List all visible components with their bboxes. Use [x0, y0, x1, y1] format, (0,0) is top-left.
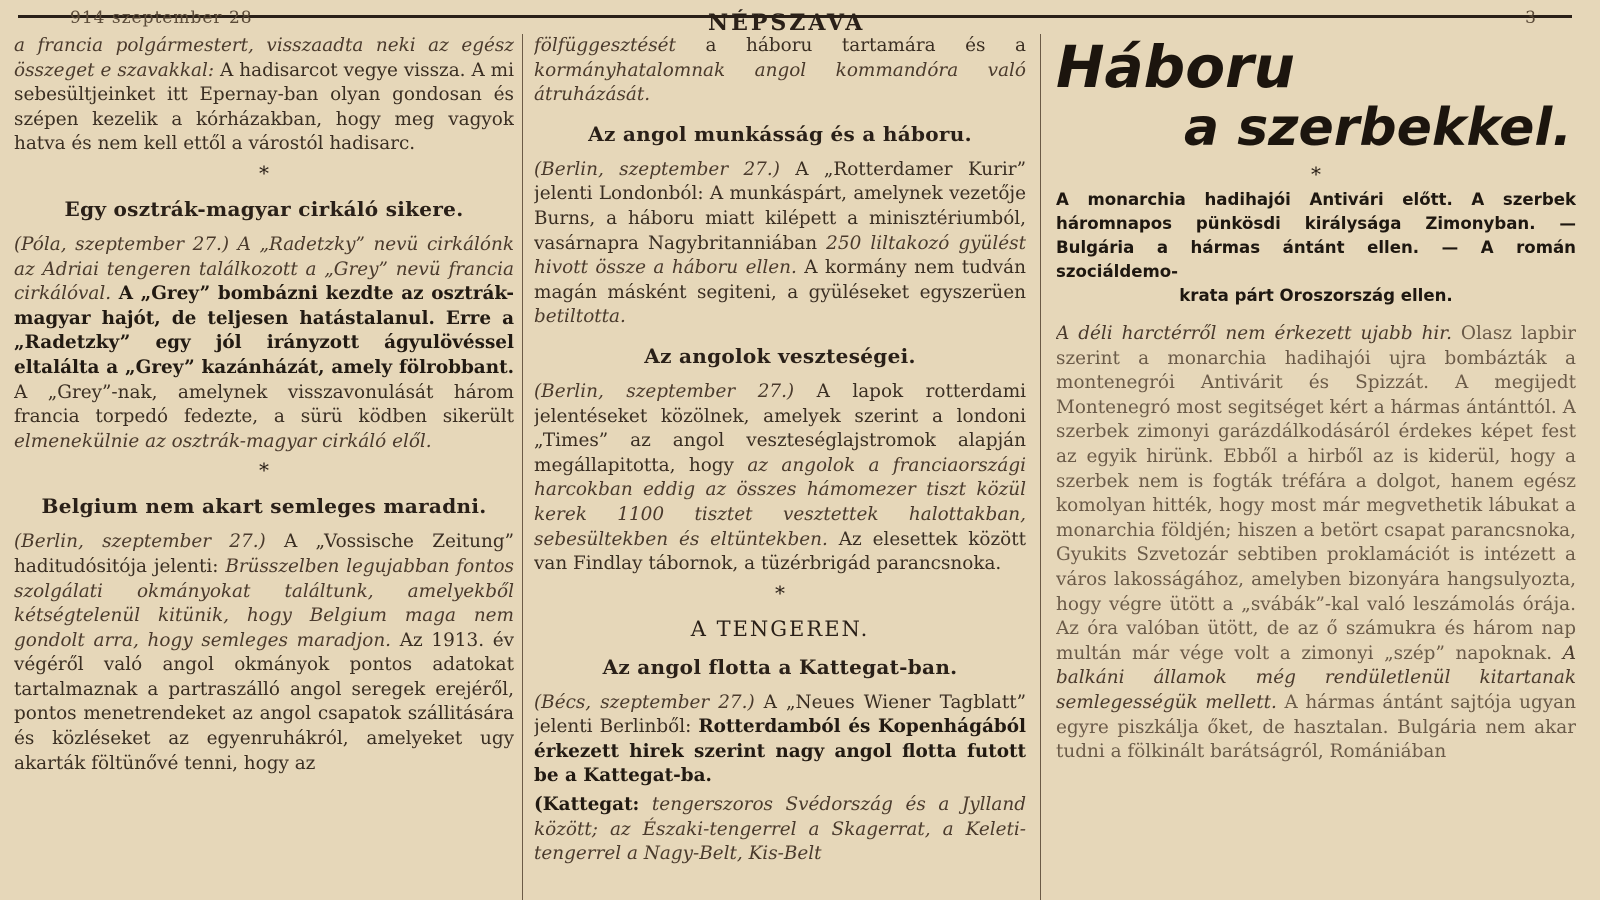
main-headline-line2: a szerbekkel.: [1184, 98, 1572, 158]
body-text: A kormány nem tudván magán másként segiteni, a gyüléseket egyszerüen: [534, 257, 1026, 303]
column-divider-1: [522, 34, 523, 900]
column-left: [14, 34, 514, 900]
body-text: A „Rotterdamer Kurir” jelenti Londonból: A munkáspárt, amelynek vezetője Burns, a háboru miatt kilépett a minisztériumból, vasárnapra Nagybritanniában: [534, 158, 1026, 254]
dateline: (Berlin, szeptember 27.): [534, 380, 795, 402]
body-text: A hármas ántánt sajtója ugyan egyre piszkálja őket, de hasztalan. Bulgária nem akar tudni a fölkinált barátságról, Romániában: [1056, 691, 1576, 763]
article-continuation-paragraph: [14, 34, 514, 157]
masthead-date: 914 szeptember 28: [70, 8, 253, 28]
dateline: (Berlin, szeptember 27.): [534, 158, 780, 180]
masthead-title: NÉPSZAVA: [708, 10, 866, 36]
masthead-rule: [18, 8, 1572, 36]
main-headline-line1: Háboru: [1056, 34, 1295, 101]
emphasis-text: a francia polgármestert, visszaadta neki az egész összeget e szavakkal:: [14, 35, 514, 81]
headline-summary: [1056, 188, 1576, 308]
article-kattegat-note: [534, 793, 1026, 867]
body-text: a háboru tartamára és a: [675, 35, 1026, 56]
body-text: Olasz lapbir szerint a monarchia hadihajói ujra bombázták a montenegrói Antivárit és Spizzát. A megijedt Montenegró most segitséget kért a hármas ántánttól. A szerbek zimonyi garázdálkodásáról érdekes képet fest az egyik hirünk. Ebből a hirből az is kiderül, hogy a szerbek nem is fogták tréfára a dolgot, hanem egész komolyan hitték, hogy most már megvethetik lábukat a monarchia földjén; hiszen a betört csapat parancsnoka, Gyukits Szvetozár sebtiben proklamációt is intézett a város lakosságához, amelyben bizonyára hangsulyozta, hogy végre ütött a „svábák”-kal való leszámolás órája. Az óra valóban ütött, de az ő számukra és három nap multán már vége volt a zimonyi „szép” napoknak.: [1056, 323, 1576, 664]
dateline: (Bécs, szeptember 27.): [534, 691, 755, 713]
section-separator: *: [775, 580, 785, 605]
article-labour-paragraph: [534, 158, 1026, 330]
emphasis-text: Brüsszelben legujabban fontos szolgálati okmányokat találtunk, amelyekből kétségtelenül kitünik, hogy Belgium maga nem gondolt arra, hogy semleges maradjon.: [14, 555, 514, 651]
article-losses-paragraph: [534, 380, 1026, 577]
article-headline-kattegat: Az angol flotta a Kattegat-ban.: [602, 654, 958, 679]
column-divider-2: [1040, 34, 1041, 900]
section-separator: *: [259, 458, 269, 483]
body-text: A lapok rotterdami jelentéseket közölnek, amelyek szerint a londoni „Times” az angol veszteséglajstromok alapján megállapitotta, hogy: [534, 380, 1026, 476]
emphasis-text: betiltotta.: [534, 306, 626, 328]
emphasis-text: (Póla, szeptember 27.) A „Radetzky” nevü cirkálónk az Adriai tengeren találkozott a „Grey” nevü francia cirkálóval.: [14, 233, 514, 305]
article-belgium-paragraph: [14, 530, 514, 776]
emphasis-text: az angolok a franciaországi harcokban eddig az összes hámomezer tiszt közül kerek 1100 tisztet vesztettek halottakban, sebesültekben és eltüntekben.: [534, 454, 1026, 550]
emphasis-text: A balkáni államok még rendületlenül kitartanak semlegességük mellett.: [1056, 642, 1576, 713]
body-text: A hadisarcot vegye vissza. A mi sebesültjeinket itt Epernay-ban olyan gondosan és szépen kezelik a kórházakban, hogy meg vagyok hatva és nem kell ettől a várostól hadisarc.: [14, 59, 514, 155]
section-headline-sea: A TENGEREN.: [690, 616, 870, 641]
body-text: A „Neues Wiener Tagblatt” jelenti Berlinből:: [534, 691, 1026, 738]
article-headline-losses: Az angolok veszteségei.: [644, 343, 916, 368]
column-middle: [534, 34, 1026, 900]
bold-text: (Kattegat:: [534, 794, 640, 816]
article-kattegat-paragraph: [534, 691, 1026, 789]
article-headline-belgium: Belgium nem akart semleges maradni.: [41, 494, 487, 519]
emphasis-text: fölfüggesztését: [534, 35, 676, 56]
emphasis-text: A déli harctérről nem érkezett ujabb hir.: [1056, 323, 1452, 344]
article-continuation-paragraph: [534, 34, 1026, 108]
dateline: (Berlin, szeptember 27.): [14, 531, 266, 553]
body-text: Az elesettek között van Findlay tábornok, a tüzérbrigád parancsnoka.: [534, 528, 1026, 575]
body-text: A „Vossische Zeitung” haditudósitója jelenti:: [14, 531, 514, 577]
article-serbs-paragraph: [1056, 322, 1576, 765]
emphasis-text: elmenekülnie az osztrák-magyar cirkáló elől.: [14, 430, 432, 452]
bold-text: Rotterdamból és Kopenhágából érkezett hirek szerint nagy angol flotta futott be a Kattegat-ba.: [534, 716, 1026, 787]
article-cruiser-paragraph: [14, 233, 514, 454]
summary-text-last-line: krata párt Oroszország ellen.: [1179, 286, 1453, 305]
section-separator: *: [1311, 162, 1321, 186]
emphasis-text: tengerszoros Svédország és a Jylland között; az Északi-tengerrel a Skagerrat, a Keleti-tengerrel a Nagy-Belt, Kis-Belt: [534, 794, 1026, 865]
masthead-page-number: 3: [1525, 8, 1536, 28]
summary-text: A monarchia hadihajói Antivári előtt. A szerbek háromnapos pünkösdi királysága Zimonyban. — Bulgária a hármas ántánt ellen. — A román szociáldemo-: [1056, 190, 1576, 281]
article-headline-labour: Az angol munkásság és a háboru.: [588, 121, 972, 146]
body-text: A „Grey”-nak, amelynek visszavonulását három francia torpedó fedezte, a sürü ködben sikerült: [14, 381, 514, 428]
section-separator: *: [259, 160, 269, 185]
column-right: [1056, 34, 1576, 900]
body-text: Az 1913. év végéről való angol okmányok pontos adatokat tartalmaznak a partraszálló angol seregek erejéről, pontos menetrendeket az angol csapatok szállitására és közléseket az egyenruhákról, amelyeket ugy akarták föltünővé tenni, hogy az: [14, 629, 514, 774]
emphasis-text: kormányhatalomnak angol kommandóra való átruházását.: [534, 59, 1026, 106]
emphasis-text: 250 liltakozó gyülést hivott össze a háboru ellen.: [534, 232, 1026, 279]
article-headline-cruiser: Egy osztrák-magyar cirkáló sikere.: [64, 196, 464, 221]
bold-text: A „Grey” bombázni kezdte az osztrák-magyar hajót, de teljesen hatástalanul. Erre a „Radetzky” egy jól irányzott ágyulövéssel eltalálta a „Grey” kazánházát, amely fölrobbant.: [14, 283, 514, 378]
